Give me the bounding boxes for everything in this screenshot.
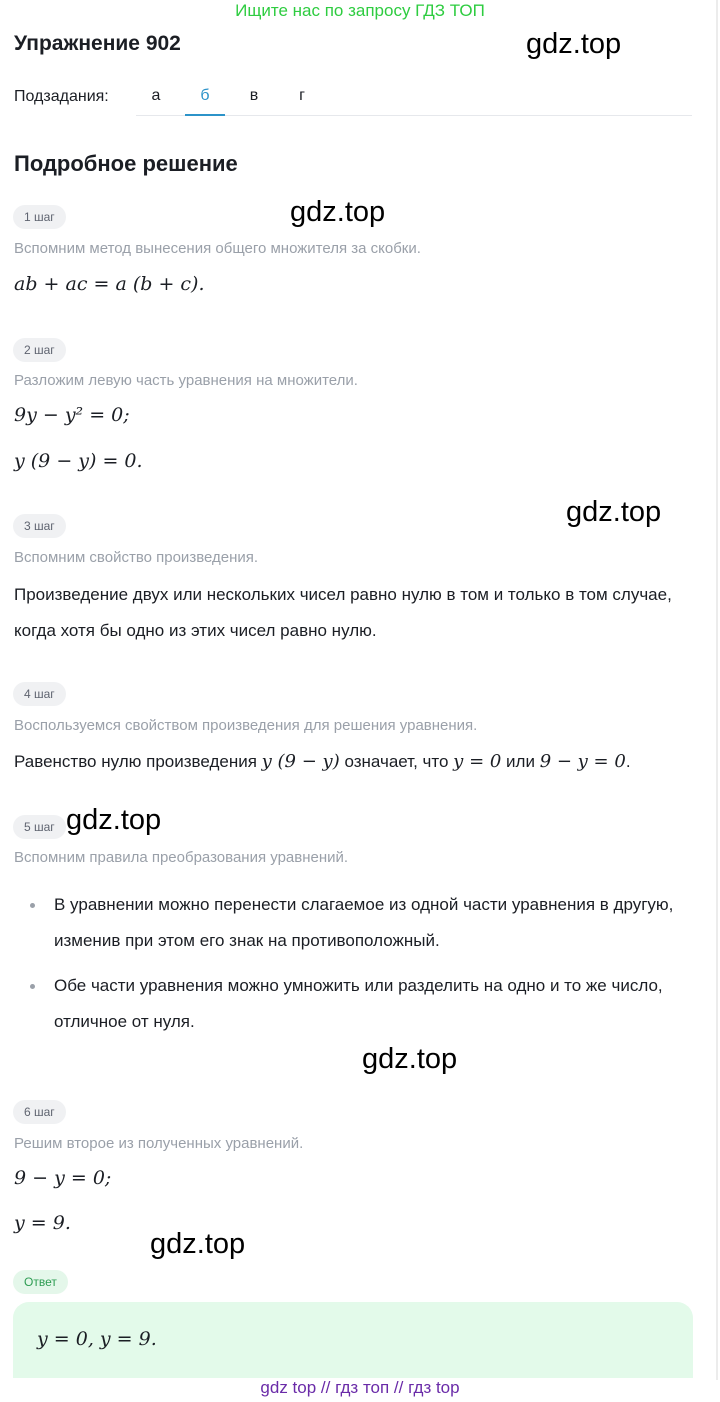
step-description: Вспомним правила преобразования уравнений. — [14, 849, 349, 866]
text-part: . — [625, 752, 631, 771]
step-badge: 6 шаг — [13, 1100, 66, 1124]
step-description: Вспомним свойство произведения. — [14, 549, 259, 566]
step-text — [14, 744, 694, 780]
answer-badge: Ответ — [13, 1270, 68, 1294]
watermark: gdz.top — [566, 496, 662, 528]
watermark: gdz.top — [150, 1228, 246, 1260]
answer-box — [13, 1302, 693, 1378]
bullet-item: В уравнении можно перенести слагаемое из одной части уравнения в другую, изменив при этом его знак на противоположный. — [54, 895, 674, 950]
formula: y (9 − y) = 0. — [14, 450, 143, 472]
answer-formula: y = 0, y = 9. — [37, 1328, 157, 1350]
scrollbar-track[interactable] — [716, 0, 718, 1380]
inline-formula: y = 0 — [453, 751, 502, 772]
text-part: означает, что — [339, 752, 454, 771]
step-badge: 1 шаг — [13, 205, 66, 229]
tab-g[interactable]: г — [299, 87, 305, 104]
step-description: Решим второе из полученных уравнений. — [14, 1135, 304, 1152]
watermark: gdz.top — [362, 1043, 458, 1075]
step-description: Разложим левую часть уравнения на множители. — [14, 372, 358, 389]
step-text: Произведение двух или нескольких чисел равно нулю в том и только в том случае, когда хотя бы одно из этих чисел равно нулю. — [14, 585, 672, 640]
watermark: gdz.top — [526, 28, 622, 60]
step-badge: 5 шаг — [13, 815, 66, 839]
section-title: Подробное решение — [14, 151, 238, 176]
footer-links[interactable]: gdz top // гдз топ // гдз top — [260, 1378, 460, 1397]
watermark: gdz.top — [290, 196, 386, 228]
step-badge: 2 шаг — [13, 338, 66, 362]
step-description: Воспользуемся свойством произведения для решения уравнения. — [14, 717, 478, 734]
inline-formula: y (9 − y) — [261, 751, 340, 772]
watermark: gdz.top — [66, 804, 162, 836]
tab-v[interactable]: в — [249, 87, 259, 104]
subtasks-label: Подзадания: — [14, 88, 109, 105]
bullet-dot — [30, 984, 35, 989]
formula: y = 9. — [14, 1212, 71, 1234]
promo-banner[interactable]: Ищите нас по запросу ГДЗ ТОП — [235, 1, 485, 20]
inline-formula: 9 − y = 0 — [539, 751, 626, 772]
page-title: Упражнение 902 — [14, 32, 181, 55]
step-badge: 4 шаг — [13, 682, 66, 706]
tab-a[interactable]: а — [151, 87, 161, 104]
text-part: Равенство нулю произведения — [14, 752, 262, 771]
formula: 9 − y = 0; — [14, 1167, 112, 1189]
formula: ab + ac = a (b + c). — [14, 273, 205, 295]
formula: 9y − y² = 0; — [14, 404, 130, 426]
step-badge: 3 шаг — [13, 514, 66, 538]
bullet-dot — [30, 903, 35, 908]
step-description: Вспомним метод вынесения общего множителя за скобки. — [14, 240, 421, 257]
text-part: или — [501, 752, 540, 771]
tab-b[interactable]: б — [185, 84, 225, 116]
bullet-item: Обе части уравнения можно умножить или разделить на одно и то же число, отличное от нуля. — [54, 976, 663, 1031]
